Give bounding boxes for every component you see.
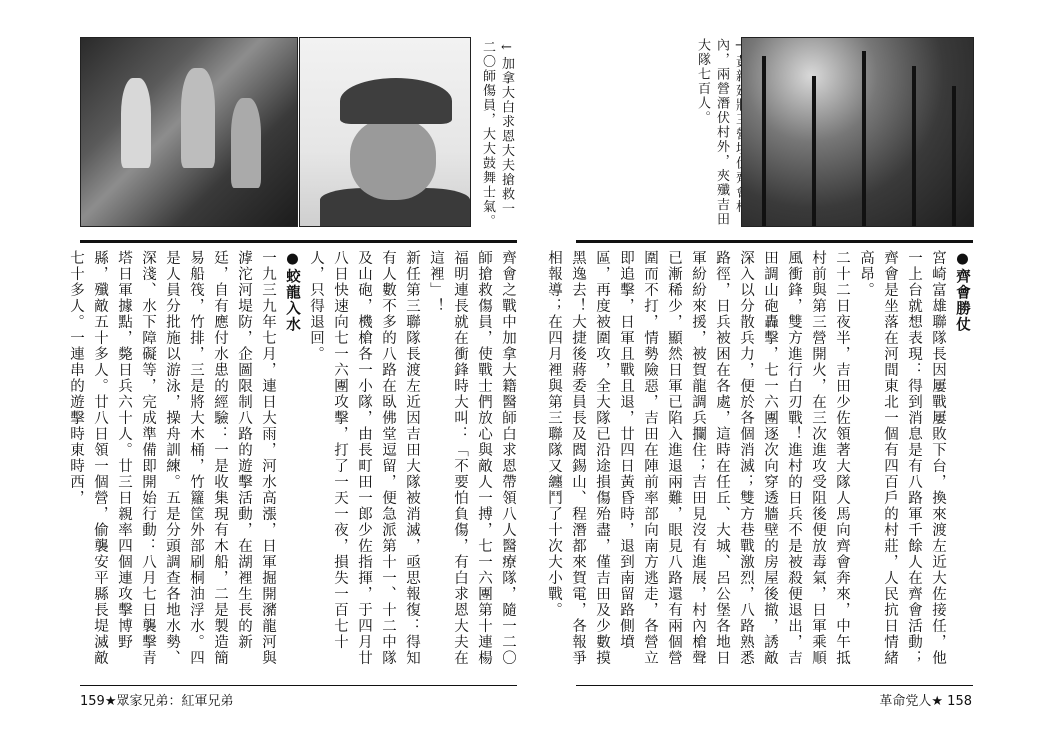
rule-right [576, 240, 973, 243]
caption-right-photo: 內，兩營潛伏村外，夾殲吉田大隊七百人。 [695, 38, 729, 227]
section-heading: ●蛟龍入水 [284, 250, 301, 333]
footer-right: 革命党人★ 158 [879, 694, 972, 709]
footer-left: 159★眾家兄弟：紅軍兄弟 [80, 694, 234, 709]
rule-left [80, 240, 517, 243]
paragraph: 一九三九年七月，連日大雨，河水高漲，日軍掘開瀦龍河與滹沱河堤防，企圖限制八路的遊擊活動，在湖裡生長的新廷，自有應付水患的經驗：一是收集現有木船，二是製造簡易船筏，竹排，三是將大木桶，竹籮筐外部刷桐油浮水。四是人員分批施以游泳，操舟訓練。五是分頭調查各地水勢、深淺、水下障礙等，完成準備即開始行動：八月七日襲擊青塔日軍據點，斃日兵六十人。廿三日親率四個連攻擊博野縣，殲敵五十多人。廿八日領一個營，偷襲安平縣長堤滅敵七十多人。一連串的遊擊時東時西， [68, 250, 276, 666]
photo-portrait-officer [299, 37, 471, 227]
caption-left-photo: ←加拿大白求恩大夫搶救一二〇師傷員，大大鼓舞士氣。 [480, 40, 514, 229]
photo-ambush-village [741, 37, 974, 227]
paragraph: 新任第三聯隊長渡左近因吉田大隊被消滅，亟思報復：得知有人數不多的八路在臥佛堂逗留，便急派第十一、十二中隊及山砲，機槍各一小隊，由長町田一郎少佐指揮，于四月廿八日快速向七一六團攻擊，打了一天一夜，損失一百七十人，只得退回。 [308, 250, 420, 666]
paragraph: 齊會之戰中加拿大籍醫師白求恩帶領八人醫療隊，隨一二〇師搶救傷員，使戰士們放心與敵人一搏，七一六團第十連楊福明連長就在衝鋒時大叫：「不要怕負傷，有白求恩大夫在這裡」！ [428, 250, 516, 666]
section-heading: ●齊會勝仗 [954, 250, 971, 333]
paragraph: 二十二日夜半，吉田少佐領著大隊人馬向齊會奔來，中午抵村前與第三營開火，在三次進攻受阻後便放毒氣，日軍乘順風衝鋒，雙方進行白刃戰！進村的日兵不是被殺便退出，吉田調山砲轟擊，七一六團逐次向穿透牆壁的房屋後撤，誘敵深入以分散兵力，便於各個消滅；雙方巷戰激烈，八路熟悉路徑，日兵被困在各處，這時在任丘、大城、呂公堡各地日軍紛紛來援，被賀龍調兵攔住；吉田見沒有進展，村內槍聲已漸稀少，顯然日軍已陷入進退兩難，眼見八路還有兩個營圍而不打，情勢險惡，吉田在陣前率部向南方逃走，各營立即追擊，日軍且戰且退，廿四日黃昏時，退到南留路側墳區，再度被圍攻，全大隊已沿途損傷殆盡，僅吉田及少數摸黑逸去！大捷後蔣委員長及閻錫山、程潛都來賀電，各報爭相報導；在四月裡與第三聯隊又纏鬥了十次大小戰。 [546, 250, 850, 666]
footer-rule-left [80, 685, 517, 686]
left-page-body [68, 250, 520, 680]
right-page-body [546, 250, 974, 680]
photo-bethune-surgery [80, 37, 298, 227]
footer-rule-right [576, 685, 973, 686]
paragraph: 宮崎富雄聯隊長因屢戰屢敗下台，換來渡左近大佐接任，他一上台就想表現：得到消息是有八路軍千餘人在齊會活動；齊會是坐落在河間東北一個有四百戶的村莊，人民抗日情緒高昂。 [858, 250, 946, 666]
